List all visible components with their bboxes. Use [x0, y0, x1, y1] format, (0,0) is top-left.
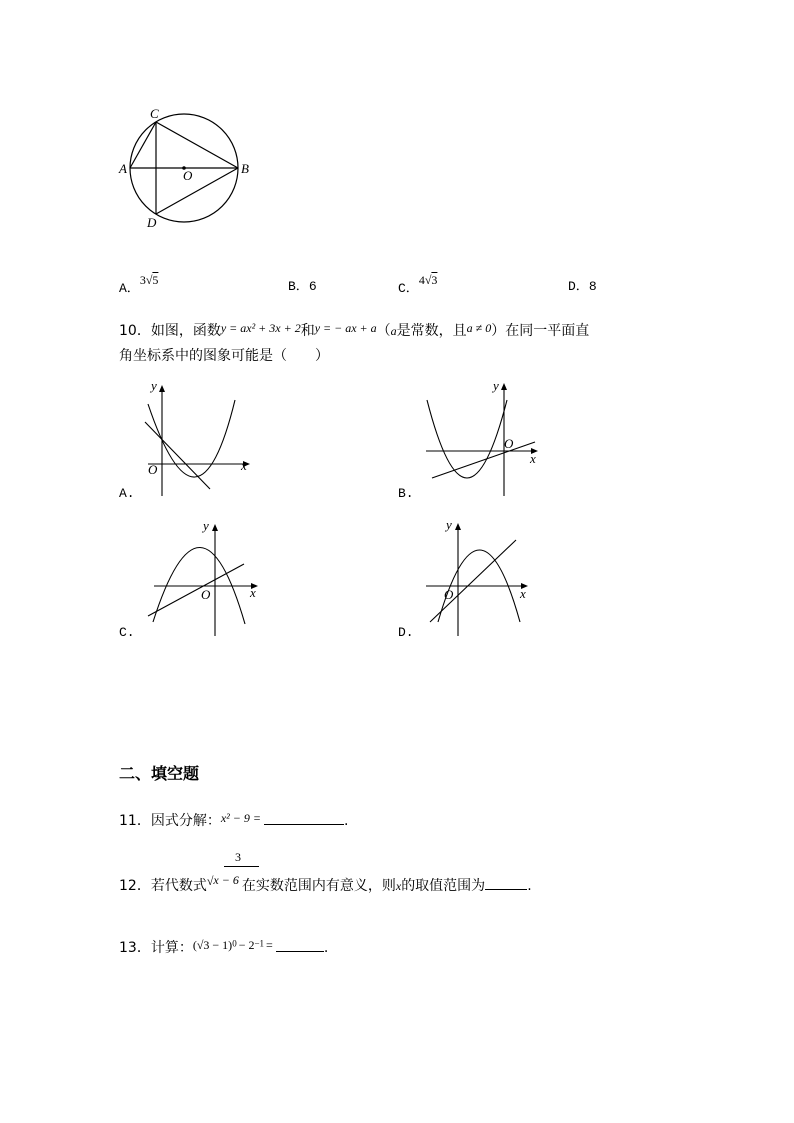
label-c: C: [150, 106, 159, 121]
q12-number: 12．: [119, 878, 151, 894]
q10-var-a: a: [390, 324, 397, 338]
q10-graph-d: [420, 518, 545, 640]
label-a: A: [119, 161, 127, 176]
q10-text3: （: [376, 323, 391, 339]
q13-answer-blank[interactable]: [276, 939, 324, 952]
option-radicand: 3: [431, 273, 438, 287]
q11-text: 因式分解：: [150, 813, 221, 829]
q12-var: x: [395, 879, 402, 893]
option-value: 6: [308, 279, 317, 294]
q13-number: 13．: [119, 940, 151, 956]
q11-number: 11．: [119, 813, 151, 829]
y-arrow: [159, 385, 165, 392]
q11-answer-blank[interactable]: [264, 812, 344, 825]
y-label: y: [203, 518, 209, 533]
q13: [119, 937, 328, 957]
y-label: y: [493, 378, 499, 393]
line: [145, 422, 210, 489]
q13-eq: =: [266, 938, 273, 952]
q12-radicand: x − 6: [213, 873, 239, 887]
q12-text2: 在实数范围内有意义，则: [241, 878, 396, 894]
q9-circle-figure: [110, 100, 260, 235]
q11: [119, 810, 348, 830]
option-radicand: 5: [152, 273, 159, 287]
q10-option-b[interactable]: B.: [398, 486, 414, 501]
q10-text1: 如图，函数: [150, 323, 221, 339]
chord-ac: [130, 122, 156, 168]
y-arrow: [455, 523, 461, 530]
q10-text4: 是常数，且: [396, 323, 467, 339]
origin-label: O: [201, 587, 211, 602]
y-arrow: [212, 524, 218, 531]
label-b: B: [241, 161, 249, 176]
q10-number: 10．: [119, 323, 151, 339]
q10-graph-a: [140, 378, 260, 503]
q12-answer-blank[interactable]: [485, 877, 527, 890]
q10-line1: [119, 320, 589, 340]
line: [148, 564, 244, 616]
q10-condition: a ≠ 0: [466, 321, 492, 335]
option-letter: C．: [398, 281, 419, 296]
option-value: 8: [588, 279, 597, 294]
q9-option-d[interactable]: [568, 275, 597, 294]
x-label: x: [241, 458, 247, 473]
option-letter: D．: [568, 279, 589, 294]
q10-graph-c: [140, 518, 265, 640]
x-label: x: [520, 586, 526, 601]
q13-minus: − 2: [238, 938, 255, 952]
q10-func1: y = ax² + 3x + 2: [220, 321, 301, 335]
q12-text3: 的取值范围为: [401, 878, 486, 894]
q13-text: 计算：: [150, 940, 193, 956]
x-label: x: [250, 585, 256, 600]
q9-option-a[interactable]: A．3√5: [119, 273, 159, 296]
option-coef: 4: [418, 273, 425, 287]
q9-option-b[interactable]: [288, 275, 317, 294]
q9-option-c[interactable]: C．4√3: [398, 273, 438, 296]
q12-end: .: [527, 878, 532, 894]
chord-bd: [156, 168, 238, 214]
q10-graph-b: [420, 378, 545, 503]
q13-exp: −1: [254, 938, 265, 949]
y-arrow: [501, 383, 507, 390]
q10-option-c[interactable]: C.: [119, 625, 135, 640]
section-title: 二、填空题: [119, 764, 200, 783]
q10-text5: ）在同一平面直: [491, 323, 590, 339]
q10-func2: y = − ax + a: [314, 321, 377, 335]
q12-numerator: 3: [235, 850, 241, 864]
x-label: x: [530, 451, 536, 466]
q11-expr: x² − 9 =: [220, 811, 261, 825]
label-d: D: [147, 215, 157, 230]
origin-label: O: [444, 587, 454, 602]
option-letter: B．: [288, 279, 309, 294]
q12-fraction-bar: [224, 866, 259, 867]
origin-label: O: [148, 462, 158, 477]
option-coef: 3: [139, 273, 146, 287]
label-o: O: [183, 168, 193, 183]
q10-line2: 角坐标系中的图象可能是（ ）: [119, 348, 329, 364]
y-label: y: [151, 378, 157, 393]
origin-label: O: [504, 436, 514, 451]
q10-option-d[interactable]: D.: [398, 625, 414, 640]
q13-end: .: [323, 940, 329, 956]
q12: 12．若代数式√x − 6 在实数范围内有意义，则x的取值范围为 .: [119, 873, 532, 894]
q10-text2: 和: [300, 323, 315, 339]
q12-text1: 若代数式: [150, 878, 207, 894]
q11-end: .: [343, 813, 349, 829]
q10-option-a[interactable]: A.: [119, 486, 135, 501]
q13-exp0: 0: [232, 938, 237, 949]
y-label: y: [446, 518, 452, 532]
chord-cb: [156, 122, 238, 168]
q13-expr-open: (√3 − 1): [192, 938, 233, 952]
option-letter: A．: [119, 281, 140, 296]
